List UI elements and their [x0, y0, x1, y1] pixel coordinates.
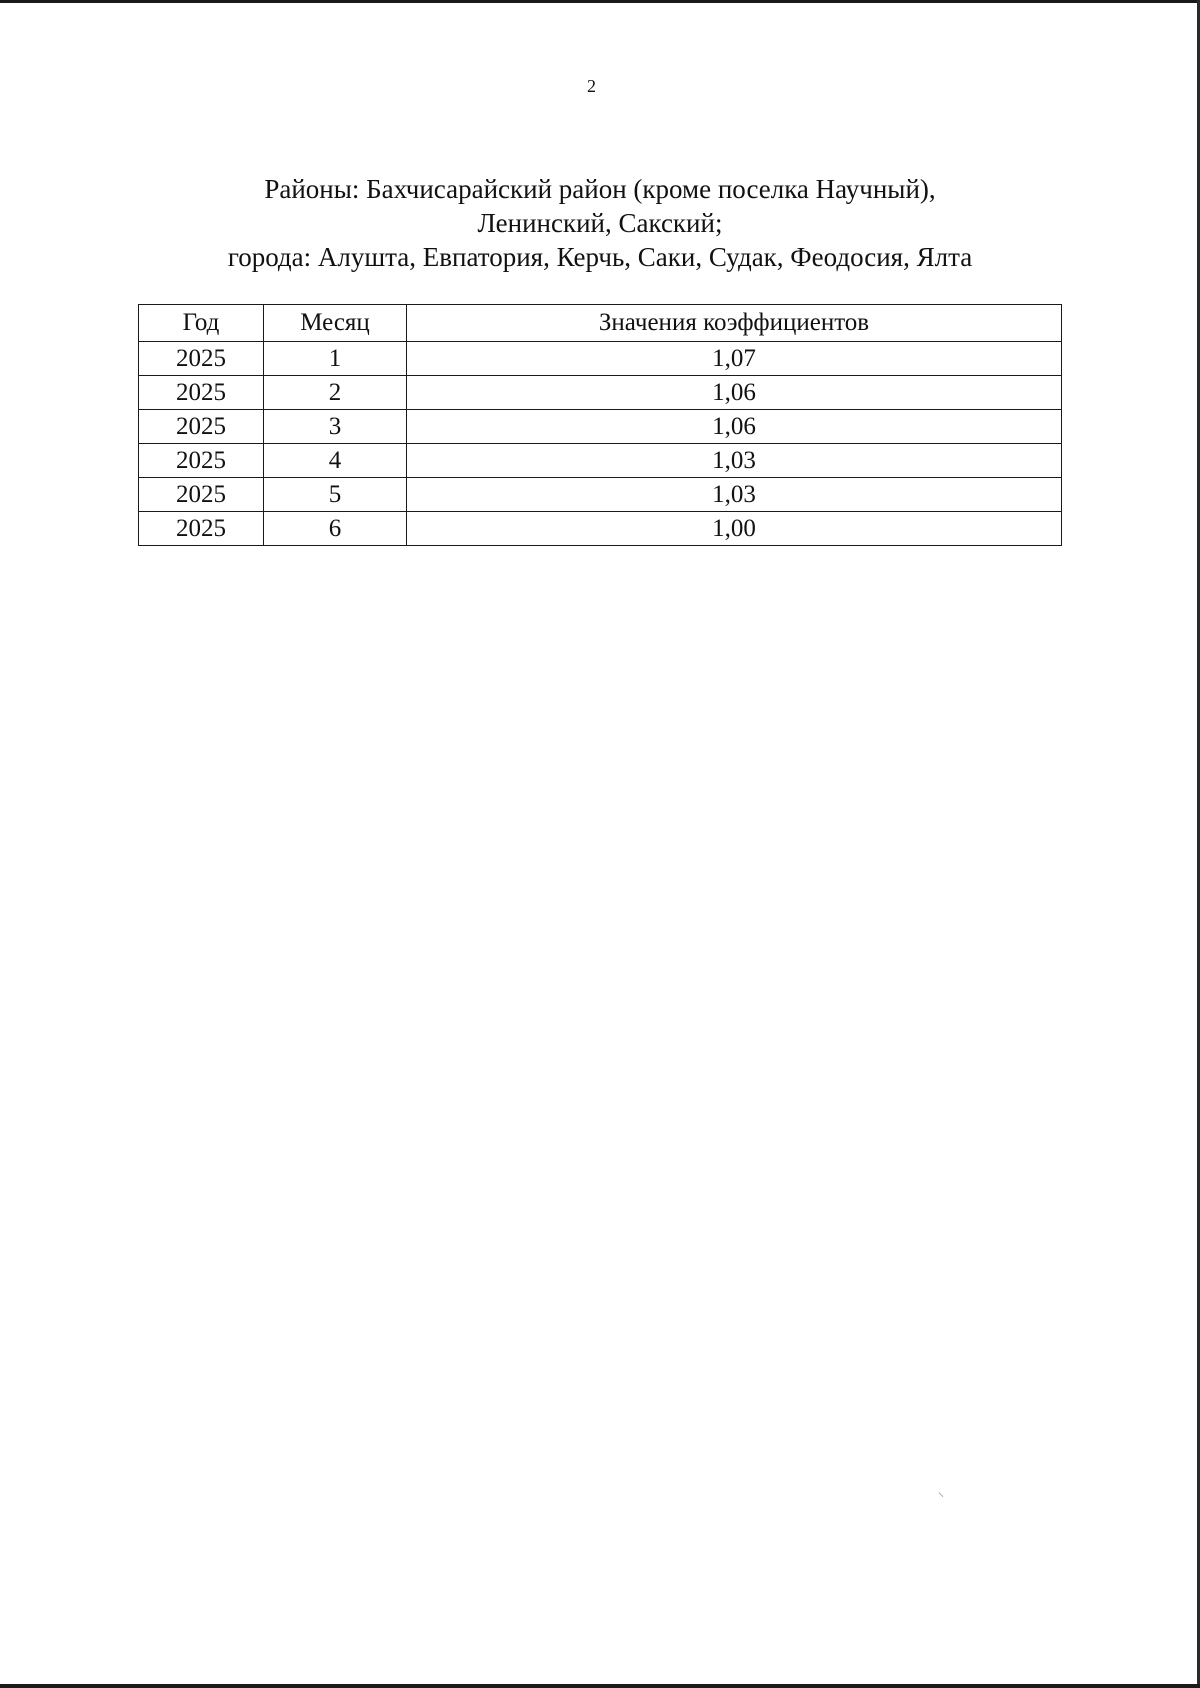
cell-month: 5: [264, 478, 407, 512]
cell-month: 4: [264, 444, 407, 478]
table-row: [139, 512, 1062, 546]
cell-coefficient: 1,03: [407, 444, 1062, 478]
document-heading: [150, 172, 1050, 274]
table-row: [139, 410, 1062, 444]
table-row: [139, 444, 1062, 478]
scan-border-bottom: [0, 1684, 1200, 1688]
scan-border-top: [0, 0, 1200, 3]
page-number: 2: [587, 76, 596, 96]
cell-month: 1: [264, 342, 407, 376]
cell-year: 2025: [139, 478, 264, 512]
cell-month: 2: [264, 376, 407, 410]
cell-coefficient: 1,03: [407, 478, 1062, 512]
scan-speck: ⸌: [938, 1490, 945, 1504]
cell-year: 2025: [139, 444, 264, 478]
heading-line-1: Районы: Бахчисарайский район (кроме поселка Научный),: [264, 174, 936, 204]
cell-coefficient: 1,06: [407, 376, 1062, 410]
header-coefficient: Значения коэффициентов: [407, 305, 1062, 342]
table-row: [139, 342, 1062, 376]
table-row: [139, 478, 1062, 512]
heading-line-3: города: Алушта, Евпатория, Керчь, Саки, Судак, Феодосия, Ялта: [227, 242, 973, 272]
cell-coefficient: 1,07: [407, 342, 1062, 376]
table-row: [139, 376, 1062, 410]
cell-month: 3: [264, 410, 407, 444]
heading-line-2: Ленинский, Сакский;: [477, 208, 723, 238]
cell-month: 6: [264, 512, 407, 546]
header-month: Месяц: [264, 305, 407, 342]
cell-year: 2025: [139, 410, 264, 444]
cell-coefficient: 1,06: [407, 410, 1062, 444]
header-year: Год: [139, 305, 264, 342]
coefficients-table: [138, 304, 1062, 546]
table-header-row: [139, 305, 1062, 342]
cell-year: 2025: [139, 342, 264, 376]
cell-year: 2025: [139, 376, 264, 410]
cell-year: 2025: [139, 512, 264, 546]
cell-coefficient: 1,00: [407, 512, 1062, 546]
